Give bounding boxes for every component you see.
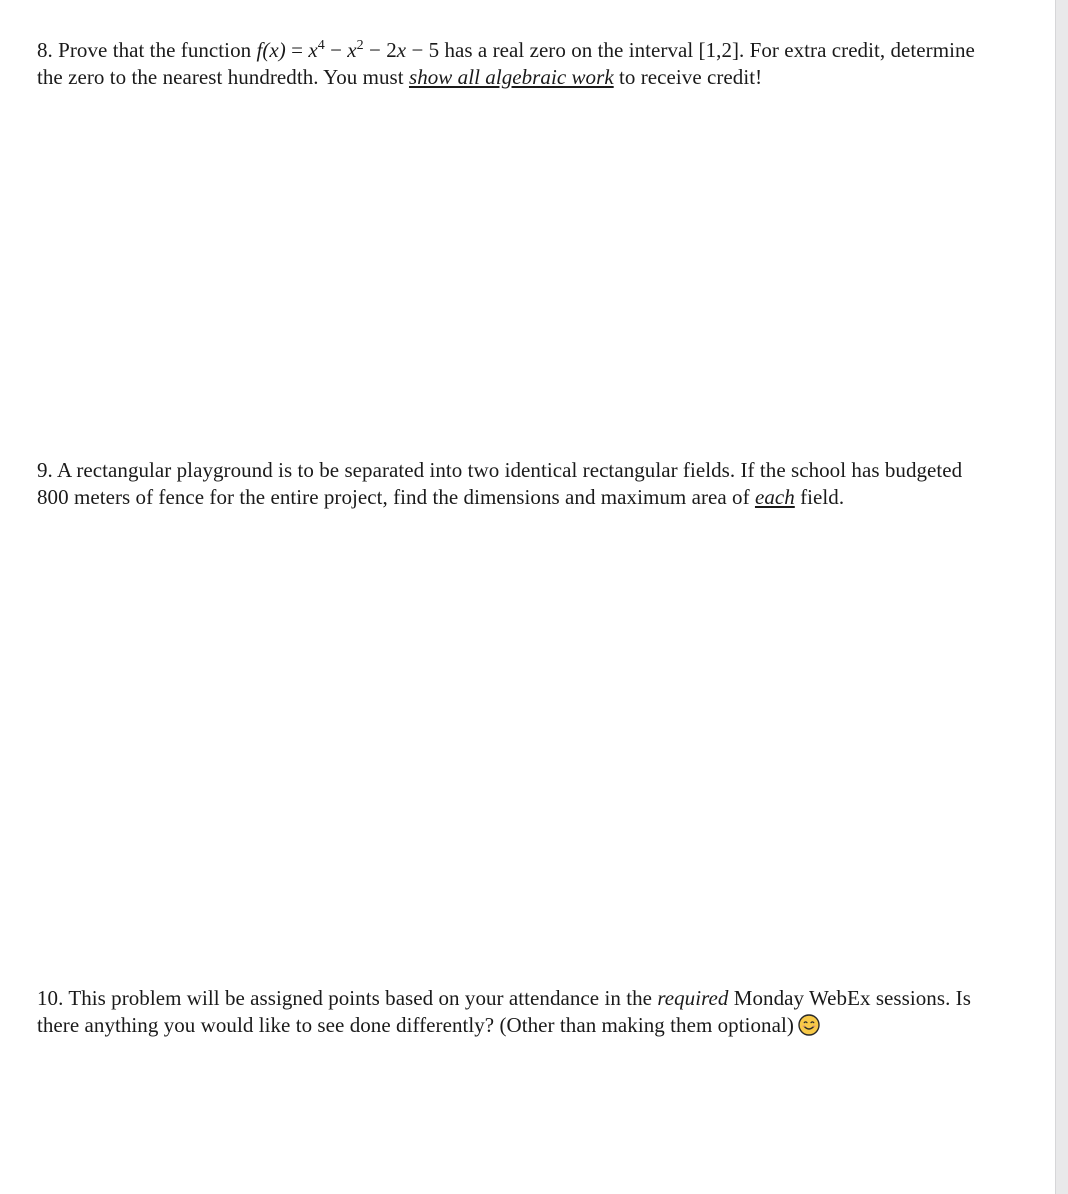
question-10	[37, 985, 997, 1043]
q8-equals: =	[285, 38, 309, 62]
q8-operator-2: − 2	[363, 38, 397, 62]
q10-text-after: Monday WebEx sessions. Is there anything you would like to see done differently? (Other than making them optional)	[37, 986, 971, 1037]
q8-tail: to receive credit!	[613, 65, 763, 89]
q8-operator-1: −	[324, 38, 348, 62]
q8-term-1-exponent: 4	[317, 38, 325, 53]
question-8	[37, 32, 997, 91]
q10-text-before: 10. This problem will be assigned points based on your attendance in the	[37, 986, 658, 1010]
q8-term-2-exponent: 2	[356, 38, 364, 53]
q9-text-before: 9. A rectangular playground is to be separated into two identical rectangular fields. If the school has budgeted 800 meters of fence for the entire project, find the dimensions and maximum area of	[37, 458, 963, 509]
q8-rest: has a real zero on the interval [1,2]. For extra credit, determine the zero to the nearest hundredth. You must	[37, 38, 975, 89]
q8-lead: 8. Prove that the function	[37, 38, 257, 62]
q9-emphasis: each	[754, 485, 795, 509]
q8-function-arg: (x)	[262, 38, 286, 62]
q8-term-1: x	[308, 38, 318, 62]
q8-emphasis: show all algebraic work	[408, 65, 614, 89]
q8-function-name: f	[256, 38, 263, 62]
q8-term-3: x	[396, 38, 407, 62]
smiley-face-icon	[798, 1014, 820, 1043]
q8-term-2: x	[347, 38, 357, 62]
q9-text-after: field.	[794, 485, 845, 509]
q8-operator-3: − 5	[406, 38, 440, 62]
question-9	[37, 457, 997, 511]
scrollbar-gutter[interactable]	[1055, 0, 1068, 1194]
q10-emphasis: required	[657, 986, 729, 1010]
